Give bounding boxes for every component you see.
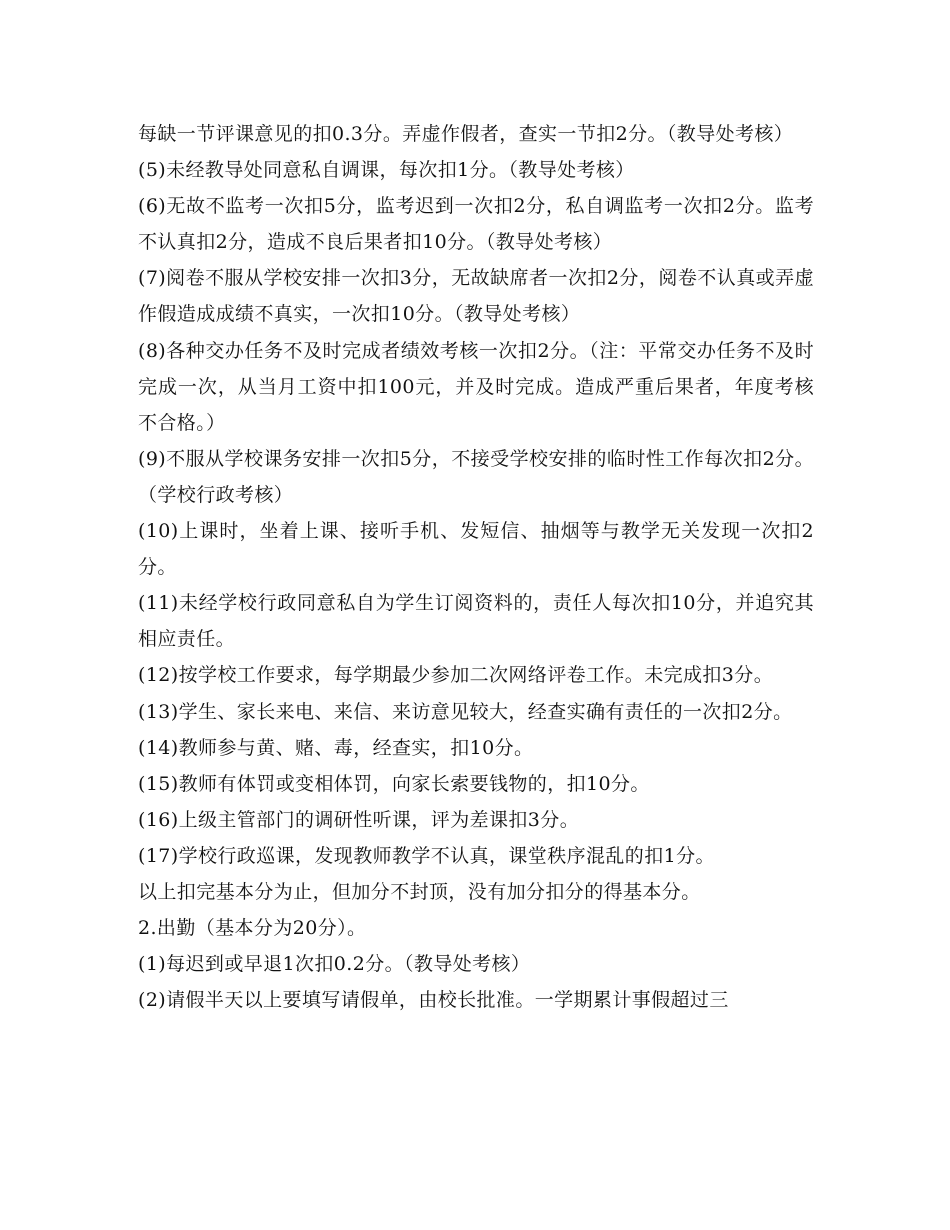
paragraph-item-17: (17)学校行政巡课，发现教师教学不认真，课堂秩序混乱的扣1分。: [138, 844, 715, 867]
paragraph-attendance-item-2: (2)请假半天以上要填写请假单，由校长批准。一学期累计事假超过三: [138, 989, 729, 1012]
paragraph-summary: 以上扣完基本分为止，但加分不封顶，没有加分扣分的得基本分。: [138, 880, 701, 903]
document-body: [138, 116, 814, 1018]
paragraph-item-13: (13)学生、家长来电、来信、来访意见较大，经查实确有责任的一次扣2分。: [138, 700, 793, 723]
paragraph-item-11: (11)未经学校行政同意私自为学生订阅资料的，责任人每次扣10分，并追究其相应责任。: [138, 592, 814, 651]
paragraph-item-10: (10)上课时，坐着上课、接听手机、发短信、抽烟等与教学无关发现一次扣2分。: [138, 520, 814, 579]
section-heading-attendance: 2.出勤（基本分为20分）。: [138, 917, 367, 940]
paragraph-item-16: (16)上级主管部门的调研性听课，评为差课扣3分。: [138, 808, 580, 831]
paragraph-item-8: (8)各种交办任务不及时完成者绩效考核一次扣2分。（注：平常交办任务不及时完成一次，从当月工资中扣100元，并及时完成。造成严重后果者，年度考核不合格。）: [138, 339, 814, 434]
paragraph-item-14: (14)教师参与黄、赌、毒，经查实，扣10分。: [138, 736, 534, 759]
paragraph-lesson-evaluation: 每缺一节评课意见的扣0.3分。弄虚作假者，查实一节扣2分。（教导处考核）: [138, 123, 794, 145]
paragraph-item-7: (7)阅卷不服从学校安排一次扣3分，无故缺席者一次扣2分，阅卷不认真或弄虚作假造成成绩不真实，一次扣10分。（教导处考核）: [138, 267, 814, 326]
paragraph-item-12: (12)按学校工作要求，每学期最少参加二次网络评卷工作。未完成扣3分。: [138, 664, 774, 687]
paragraph-attendance-item-1: (1)每迟到或早退1次扣0.2分。（教导处考核）: [138, 953, 531, 976]
paragraph-item-6: (6)无故不监考一次扣5分，监考迟到一次扣2分，私自调监考一次扣2分。监考不认真扣2分，造成不良后果者扣10分。（教导处考核）: [138, 195, 814, 254]
paragraph-item-5: (5)未经教导处同意私自调课，每次扣1分。（教导处考核）: [138, 159, 635, 182]
paragraph-item-15: (15)教师有体罚或变相体罚，向家长索要钱物的，扣10分。: [138, 772, 650, 795]
paragraph-item-9: (9)不服从学校课务安排一次扣5分，不接受学校安排的临时性工作每次扣2分。（学校行政考核）: [138, 447, 814, 506]
